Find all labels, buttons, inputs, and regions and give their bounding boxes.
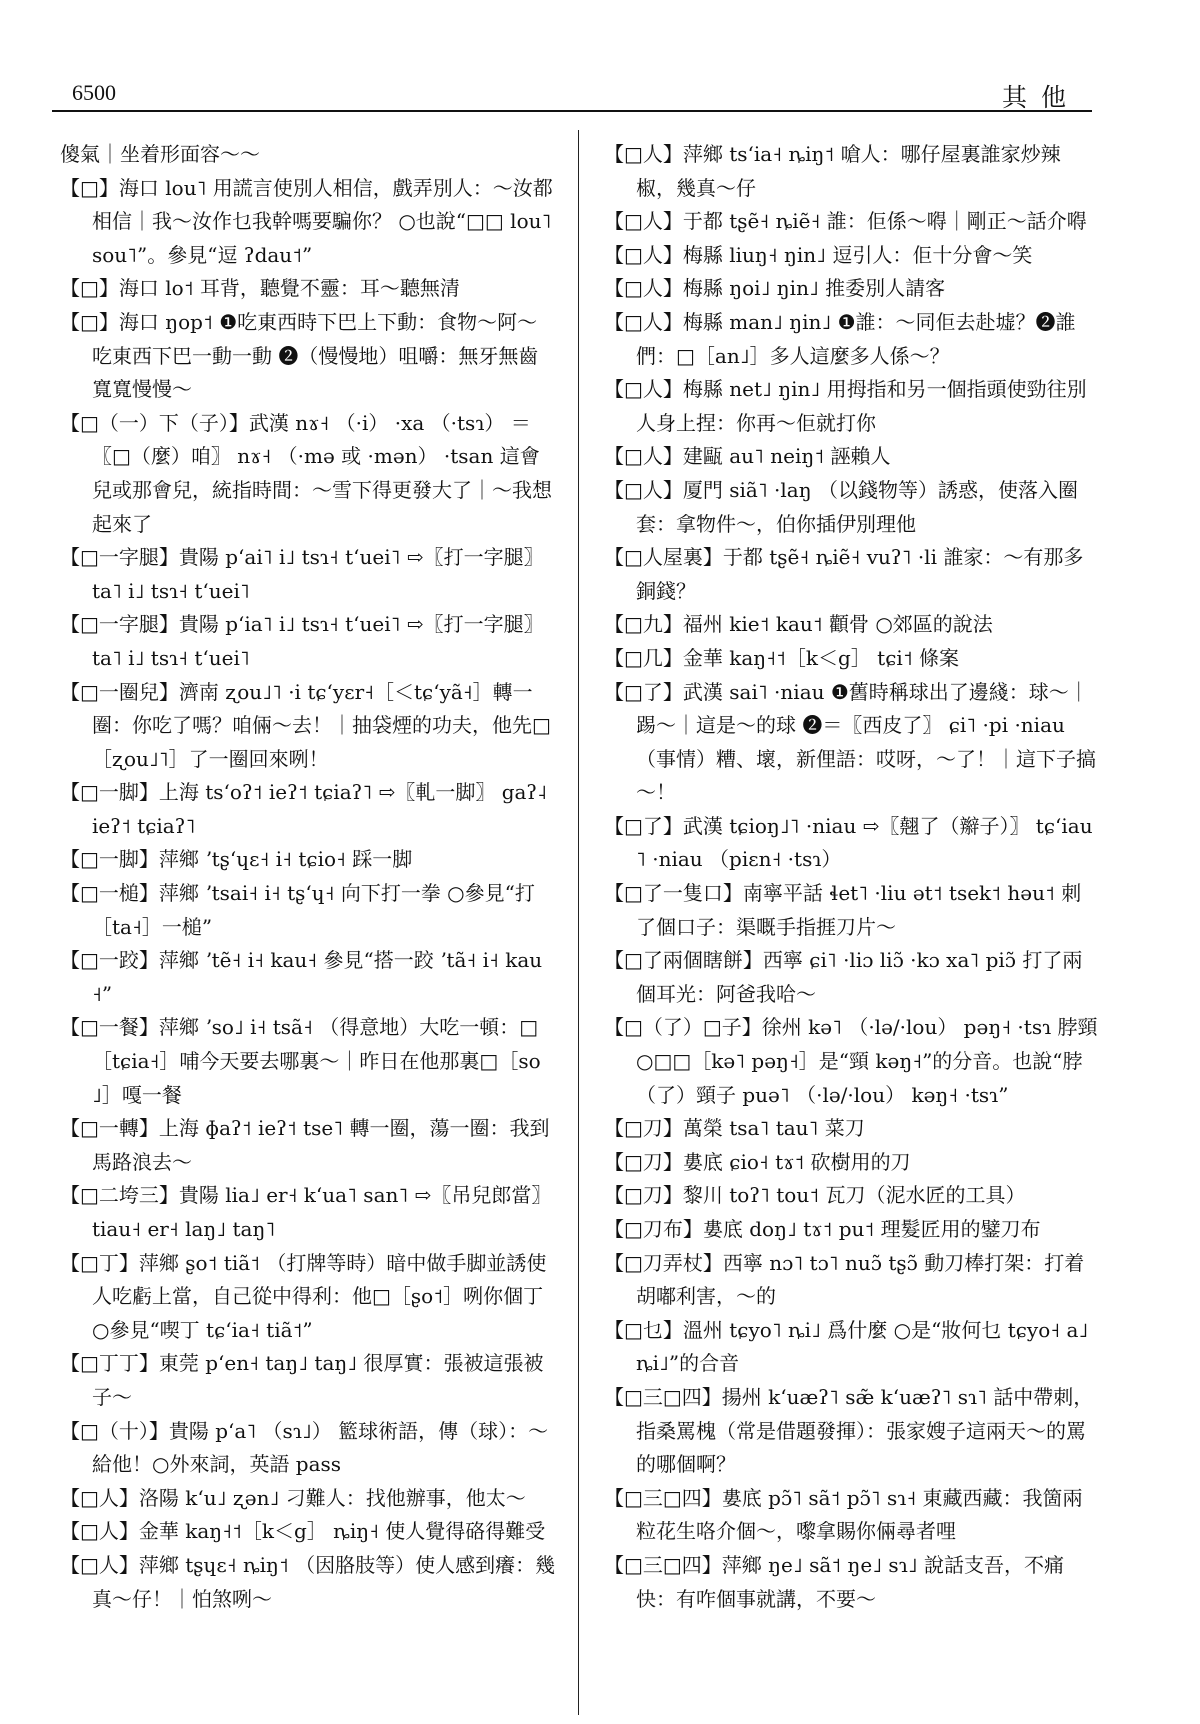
column-divider	[578, 130, 579, 1715]
left-column	[60, 138, 556, 1698]
dictionary-entry: 【□人】金華 kaŋ˧˦［k＜g］ ȵiŋ˧ 使人覺得硌得難受	[60, 1519, 546, 1544]
section-title: 其他	[1001, 83, 1080, 112]
dictionary-entry: 【□刀弄杖】西寧 nɔ˥ tɔ˥ nuɔ̃ tʂɔ̃ 動刀棒打架：打着胡嘟利害，～的	[604, 1250, 1085, 1309]
dictionary-entry: 【□】海口 ŋop˦ ❶吃東西時下巴上下動：食物～阿～吃東西下巴一動一動 ❷（慢慢地）咀嚼：無牙無齒寬寬慢慢～	[60, 309, 539, 402]
dictionary-entry: 【□了】武漢 sai˥ ·niau ❶舊時稱球出了邊綫：球～｜踢～｜這是～的球 ❷＝〖西皮了〗 ɕi˥ ·pi ·niau （事情）糟、壞，新俚語：哎呀，～了！｜這下子搞～！	[604, 679, 1096, 805]
dictionary-entry: 【□人】洛陽 kʻu˩ ʐən˩ 刁難人：找他辦事，他太～	[60, 1485, 526, 1510]
dictionary-entry: 【□（了）□子】徐州 kə˥ （·lə/·lou） pəŋ˧ ·tsɿ 脖頸 ○□□［kə˥ pəŋ˧］是“頸 kəŋ˧”的分音。也說“脖（了）頸子 puə˥ （·lə/·lou） kəŋ˧ ·tsɿ”	[604, 1015, 1098, 1107]
dictionary-entry: 【□一餐】萍鄉 ʼso˩ i˧ tsã˧ （得意地）大吃一頓：□［tɕia˧］哺今天要去哪裏～｜昨日在他那裏□［so˩］嘎一餐	[60, 1015, 541, 1107]
page-header	[52, 66, 1092, 114]
dictionary-entry: 【□】海口 lo˦ 耳背，聽覺不靈：耳～聽無清	[60, 276, 460, 301]
dictionary-entry: 【□（十）】貴陽 pʻa˥ （sɿ˩） 籃球術語，傳（球）：～給他！○外來詞，英語 pass	[60, 1418, 549, 1477]
dictionary-entry: 【□一字腿】貴陽 pʻia˥ i˩ tsɿ˧ tʻuei˥ ⇨〖打一字腿〗 ta˥ i˩ tsɿ˧ tʻuei˥	[60, 612, 544, 670]
dictionary-entry: 【□丁丁】東莞 pʻen˧ taŋ˩ taŋ˩ 很厚實：張被這張被子～	[60, 1351, 544, 1409]
dictionary-entry: 【□一跤】萍鄉 ʼtẽ˧ i˧ kau˧ 參見“搭一跤 ʼtã˧ i˧ kau˧”	[60, 948, 543, 1006]
dictionary-entry: 【□刀】婁底 ɕio˧ tɤ˦ 砍樹用的刀	[604, 1149, 911, 1174]
dictionary-entry: 【□一轉】上海 ɸaʔ˦ ieʔ˦ tse˥ 轉一圈，蕩一圈：我到馬路浪去～	[60, 1116, 550, 1174]
dictionary-entry: 傻氣｜坐着形面容～～	[60, 142, 260, 166]
dictionary-entry: 【□人】梅縣 liuŋ˧ ŋin˩ 逗引人：佢十分會～笑	[604, 242, 1033, 267]
dictionary-entry: 【□丁】萍鄉 ʂo˦ tiã˦ （打牌等時）暗中做手脚並誘使人吃虧上當，自己從中得利：他□［ʂo˦］咧你個丁 ○參見“喫丁 tɕʻia˧ tiã˦”	[60, 1250, 547, 1342]
dictionary-entry: 【□刀】萬榮 tsa˥ tau˥ 菜刀	[604, 1116, 865, 1141]
dictionary-entry: 【□人】萍鄉 tʂɥɛ˧ ȵiŋ˦ （因胳肢等）使人感到癢：幾真～仔！｜怕煞咧～	[60, 1552, 556, 1611]
dictionary-entry: 【□（一）下（子）】武漢 nɤ˧ （·i） ·xa （·tsɿ） ＝〖□（麼）咱〗 nɤ˧ （·mə 或 ·mən） ·tsan 這會兒或那會兒，統指時間：～雪下得更發大了｜～我想起來了	[60, 410, 552, 536]
dictionary-entry: 【□刀布】婁底 doŋ˩ tɤ˦ pu˦ 理髮匠用的鐾刀布	[604, 1217, 1041, 1241]
dictionary-entry: 【□人屋裏】于都 tʂẽ˧ ȵiẽ˧ vuʔ˥ ·li 誰家：～有那多銅錢？	[604, 545, 1084, 603]
dictionary-entry: 【□三□四】萍鄉 ŋe˩ sã˦ ŋe˩ sɿ˩ 說話支吾，不痛快：有咋個事就講，不要～	[604, 1552, 1064, 1611]
dictionary-entry: 【□了】武漢 tɕioŋ˩˥ ·niau ⇨〖翹了（辮子）〗 tɕʻiau˥ ·niau （piɛn˧ ·tsɿ）	[604, 813, 1093, 872]
dictionary-entry: 【□了一隻口】南寧平話 ɬet˥ ·liu ət˦ tsek˦ həu˦ 刺了個口子：渠嘅手指捱刀片～	[604, 881, 1082, 939]
dictionary-entry: 【□人】于都 tʂẽ˧ ȵiẽ˧ 誰：佢係～嘚｜剛正～話介嘚	[604, 209, 1087, 234]
dictionary-entry: 【□几】金華 kaŋ˧˦［k＜g］ tɕi˦ 條案	[604, 645, 960, 670]
dictionary-entry: 【□一脚】上海 tsʻoʔ˦ ieʔ˦ tɕiaʔ˥ ⇨〖軋一脚〗 gaʔ˨ ieʔ˦ tɕiaʔ˥	[60, 780, 548, 838]
dictionary-entry: 【□人】建甌 au˥ neiŋ˦ 誣賴人	[604, 444, 891, 469]
dictionary-entry: 【□了兩個瞎餅】西寧 ɕi˥ ·liɔ liɔ̃ ·kɔ xa˥ piɔ̃ 打了兩個耳光：阿爸我哈～	[604, 948, 1083, 1006]
header-rule	[52, 110, 1092, 112]
dictionary-entry: 【□乜】溫州 tɕyo˥ ȵi˩ 爲什麼 ○是“妝何乜 tɕyo˧ a˩ ȵi˩”的合音	[604, 1317, 1089, 1376]
dictionary-entry: 【□九】福州 kie˦ kau˦ 顴骨 ○郊區的說法	[604, 612, 993, 637]
dictionary-entry: 【□人】厦門 siã˥ ·laŋ （以錢物等）誘惑，使落入圈套：拿物件～，伯你插伊別理他	[604, 477, 1078, 536]
dictionary-entry: 【□一槌】萍鄉 ʼtsai˧ i˧ tʂʻɥ˧ 向下打一拳 ○參見“打［ta˧］一槌”	[60, 881, 535, 939]
dictionary-entry: 【□人】梅縣 man˩ ŋin˩ ❶誰：～同佢去赴墟？❷誰們：□［an˩］多人這麼多人係～？	[604, 309, 1076, 368]
dictionary-entry: 【□一字腿】貴陽 pʻai˥ i˩ tsɿ˧ tʻuei˥ ⇨〖打一字腿〗 ta˥ i˩ tsɿ˧ tʻuei˥	[60, 545, 544, 603]
right-column	[604, 138, 1100, 1698]
page-number: 6500	[72, 80, 116, 105]
dictionary-entry: 【□二垮三】貴陽 lia˩ er˧ kʻua˥ san˥ ⇨〖吊兒郎當〗 tiau˧ er˧ laŋ˩ taŋ˥	[60, 1183, 552, 1241]
dictionary-entry: 【□人】萍鄉 tsʻia˧ ȵiŋ˦ 嗆人：哪仔屋裏誰家炒辣椒，幾真～仔	[604, 142, 1061, 200]
dictionary-entry: 【□一脚】萍鄉 ʼtʂʻɥɛ˧ i˧ tɕio˧ 踩一脚	[60, 847, 413, 872]
dictionary-entry: 【□刀】黎川 toʔ˥ tou˦ 瓦刀（泥水匠的工具）	[604, 1183, 1026, 1208]
dictionary-entry: 【□三□四】揚州 kʻuæʔ˥ sæ̃ kʻuæʔ˥ sɿ˥ 話中帶刺，指桑罵槐（常是借題發揮）：張家嫂子這兩天～的罵的哪個啊？	[604, 1384, 1094, 1477]
dictionary-entry: 【□三□四】婁底 pɔ̃˥ sã˦ pɔ̃˥ sɿ˧ 東藏西藏：我箇兩粒花生咯介個～，嚟拿賜你倆尋者哩	[604, 1485, 1083, 1544]
dictionary-entry: 【□一圈兒】濟南 ʐou˩˥ ·i tɕʻyɛr˧［＜tɕʻyã˧］轉一圈：你吃了嗎？咱倆～去！｜抽袋煙的功夫，他先□［ʐou˩˥］了一圈回來咧！	[60, 679, 551, 771]
dictionary-entry: 【□人】梅縣 ŋoi˩ ŋin˩ 推委別人請客	[604, 276, 946, 301]
dictionary-entry: 【□人】梅縣 net˩ ŋin˩ 用拇指和另一個指頭使勁往別人身上捏：你再～佢就打你	[604, 377, 1087, 435]
dictionary-entry: 【□】海口 lou˥ 用謊言使別人相信，戲弄別人：～汝都相信｜我～汝作乜我幹嗎要騙你？ ○也說“□□ lou˥ sou˥”。參見“逗 ʔdau˦”	[60, 175, 553, 267]
